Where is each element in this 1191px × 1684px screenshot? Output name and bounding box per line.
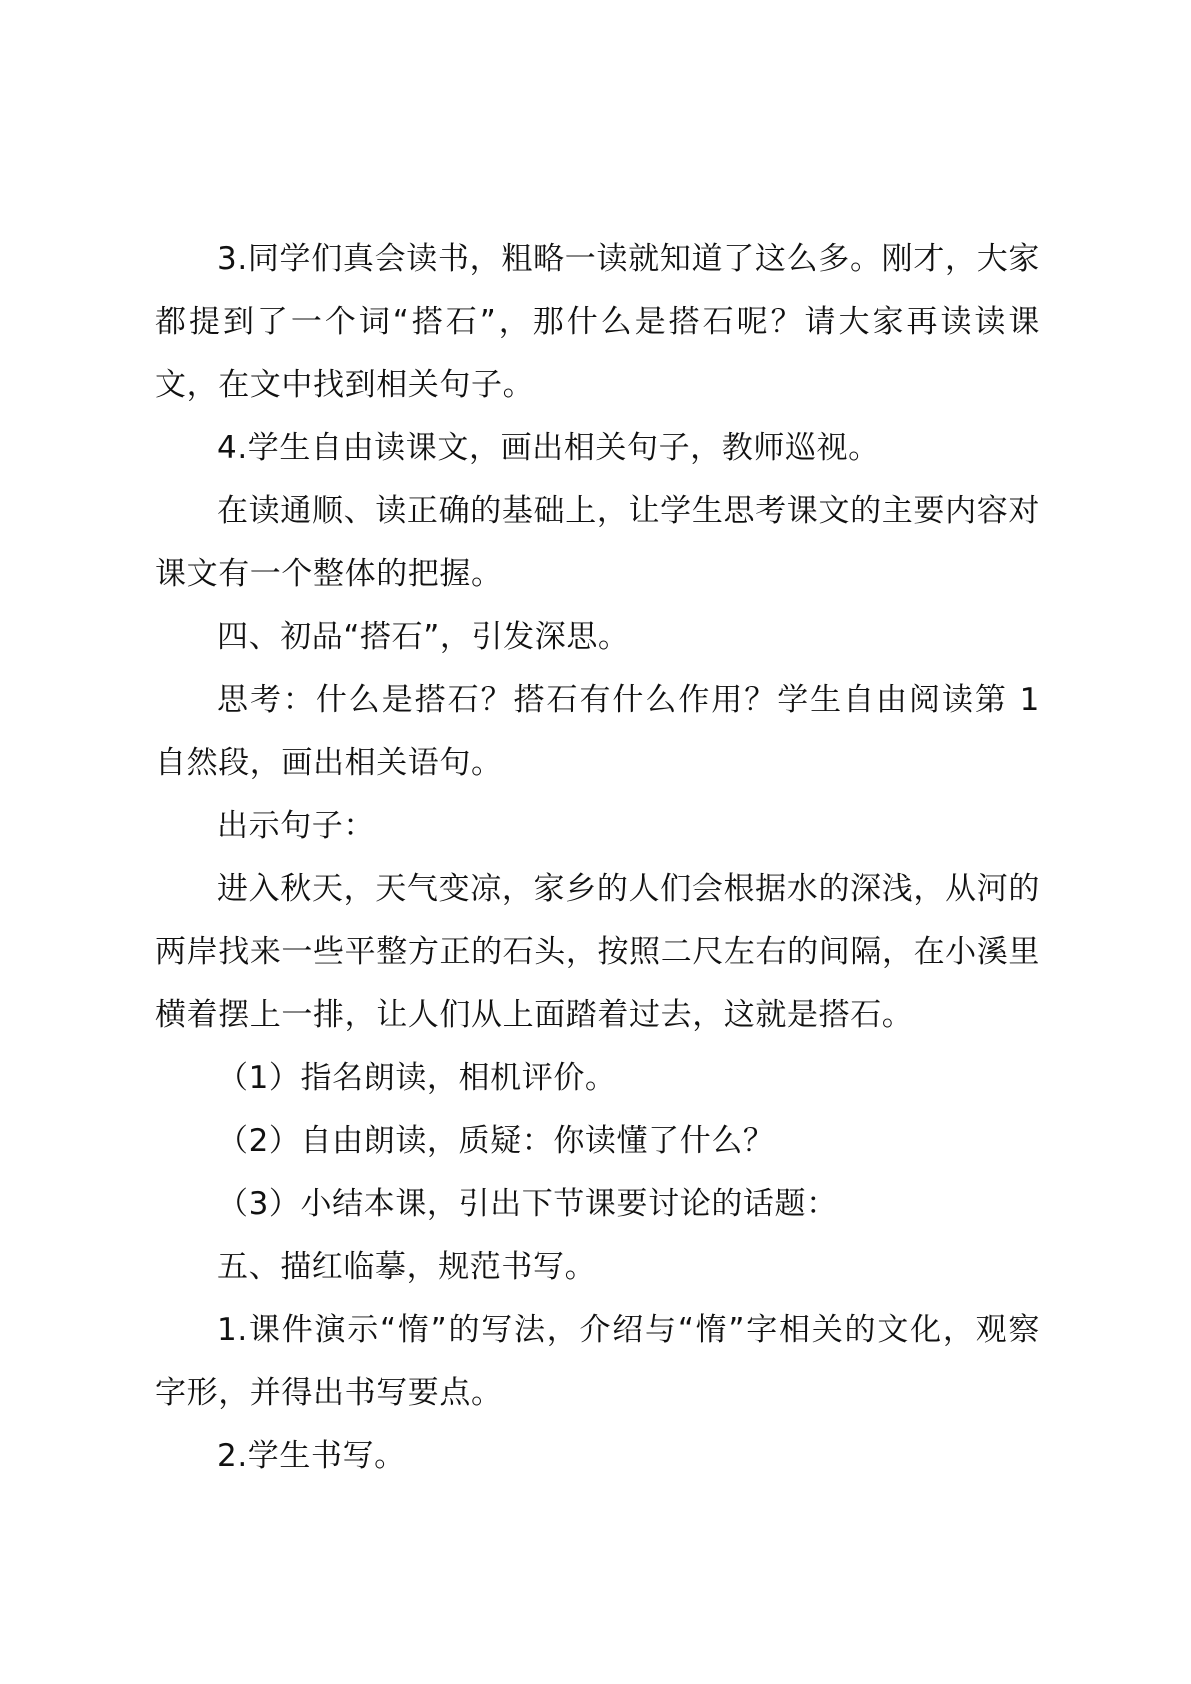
paragraph-thinking: 思考：什么是搭石？搭石有什么作用？学生自由阅读第 1 自然段，画出相关语句。 xyxy=(155,682,1040,781)
paragraph-reading-intro: 3.同学们真会读书，粗略一读就知道了这么多。刚才，大家都提到了一个词“搭石”，那什么是搭石呢？请大家再读读课文，在文中找到相关句子。 xyxy=(155,241,1040,403)
section-heading-5: 五、描红临摹，规范书写。 xyxy=(217,1249,597,1285)
section-heading-4: 四、初品“搭石”，引发深思。 xyxy=(217,619,630,655)
paragraph-courseware: 1.课件演示“惰”的写法，介绍与“惰”字相关的文化，观察字形，并得出书写要点。 xyxy=(155,1312,1040,1411)
paragraph-quoted-sentence: 进入秋天，天气变凉，家乡的人们会根据水的深浅，从河的两岸找来一些平整方正的石头，按照二尺左右的间隔，在小溪里横着摆上一排，让人们从上面踏着过去，这就是搭石。 xyxy=(155,871,1040,1033)
paragraph-student-writing: 2.学生书写。 xyxy=(217,1438,406,1474)
paragraph-student-reading: 4.学生自由读课文，画出相关句子，教师巡视。 xyxy=(217,430,880,466)
paragraph-show-sentence: 出示句子： xyxy=(217,808,375,844)
document-body xyxy=(155,228,1040,1488)
list-item-2: （2）自由朗读，质疑：你读懂了什么？ xyxy=(217,1123,775,1159)
paragraph-main-content: 在读通顺、读正确的基础上，让学生思考课文的主要内容对课文有一个整体的把握。 xyxy=(155,493,1040,592)
list-item-1: （1）指名朗读，相机评价。 xyxy=(217,1060,617,1096)
list-item-3: （3）小结本课，引出下节课要讨论的话题： xyxy=(217,1186,838,1222)
